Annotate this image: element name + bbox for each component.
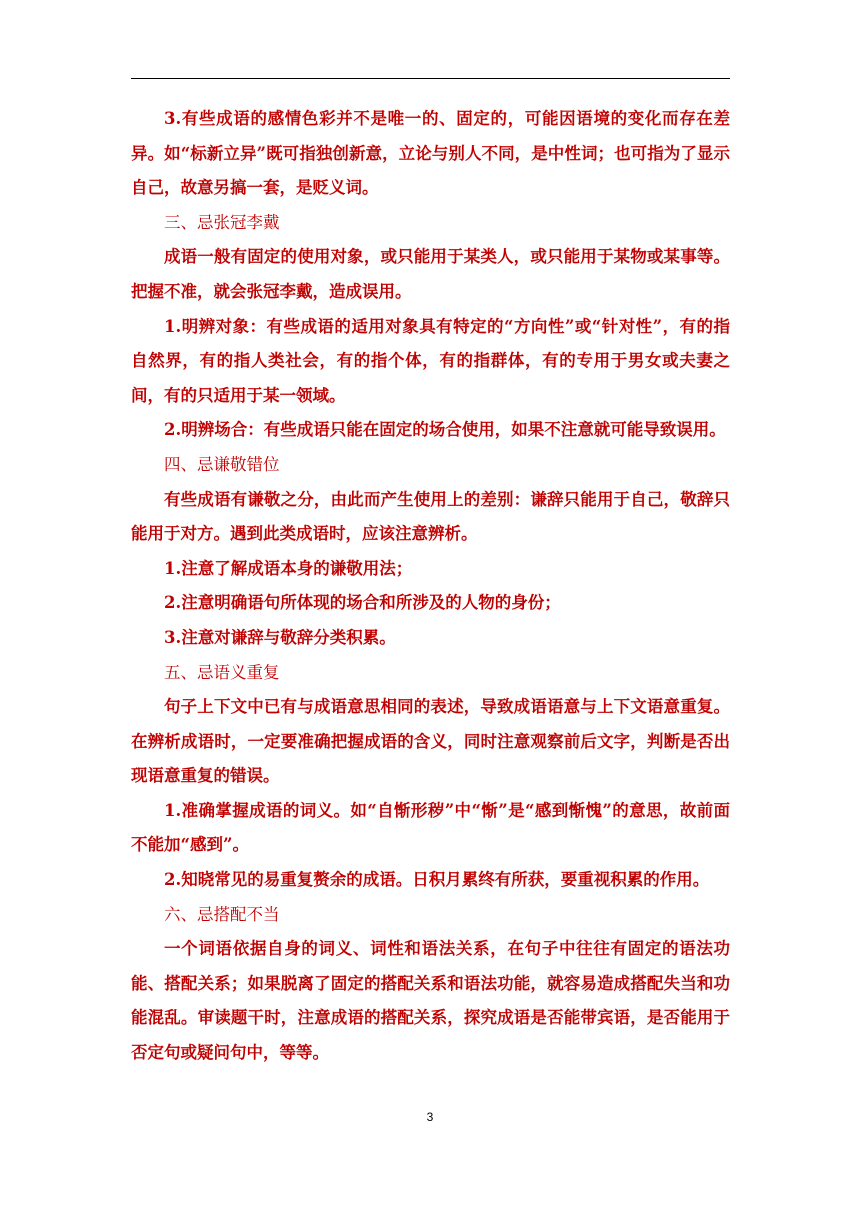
section-heading-4: 四、忌谦敬错位 xyxy=(164,454,280,474)
header-rule xyxy=(131,78,730,79)
paragraph-distinguish-object: 1.明辨对象：有些成语的适用对象具有特定的“方向性”或“针对性”，有的指自然界，有的指人类社会，有的指个体，有的指群体，有的专用于男女或夫妻之间，有的只适用于某一领域。 xyxy=(131,316,730,405)
list-item-humble-2: 2.注意明确语句所体现的场合和所涉及的人物的身份； xyxy=(164,593,561,613)
document-body xyxy=(131,102,730,1071)
paragraph-semantic-repetition: 句子上下文中已有与成语意思相同的表述，导致成语语意与上下文语意重复。在辨析成语时，一定要准确把握成语的含义，同时注意观察前后文字，判断是否出现语意重复的错误。 xyxy=(131,697,730,786)
list-item-humble-3: 3.注意对谦辞与敬辞分类积累。 xyxy=(164,627,396,647)
list-item-repetition-1: 1.准确掌握成语的词义。如“自惭形秽”中“惭”是“感到惭愧”的意思，故前面不能加“感到”。 xyxy=(131,800,730,855)
paragraph-collocation: 一个词语依据自身的词义、词性和语法关系，在句子中往往有固定的语法功能、搭配关系；如果脱离了固定的搭配关系和语法功能，就容易造成搭配失当和功能混乱。审读题干时，注意成语的搭配关系，探究成语是否能带宾语，是否能用于否定句或疑问句中，等等。 xyxy=(131,939,730,1063)
page-number: 3 xyxy=(426,1110,434,1124)
section-heading-5: 五、忌语义重复 xyxy=(164,662,280,682)
list-item-repetition-2: 2.知晓常见的易重复赘余的成语。日积月累终有所获，要重视积累的作用。 xyxy=(164,870,710,890)
paragraph-distinguish-occasion: 2.明辨场合：有些成语只能在固定的场合使用，如果不注意就可能导致误用。 xyxy=(164,420,726,440)
paragraph-emotion-color: 3.有些成语的感情色彩并不是唯一的、固定的，可能因语境的变化而存在差异。如“标新立异”既可指独创新意，立论与别人不同，是中性词；也可指为了显示自己，故意另搞一套，是贬义词。 xyxy=(131,109,730,198)
list-item-humble-1: 1.注意了解成语本身的谦敬用法； xyxy=(164,558,413,578)
section-heading-6: 六、忌搭配不当 xyxy=(164,904,280,924)
section-heading-3: 三、忌张冠李戴 xyxy=(164,212,280,232)
paragraph-usage-object: 成语一般有固定的使用对象，或只能用于某类人，或只能用于某物或某事等。把握不准，就会张冠李戴，造成误用。 xyxy=(131,247,730,301)
paragraph-humble-respectful: 有些成语有谦敬之分，由此而产生使用上的差别：谦辞只能用于自己，敬辞只能用于对方。遇到此类成语时，应该注意辨析。 xyxy=(131,489,730,544)
